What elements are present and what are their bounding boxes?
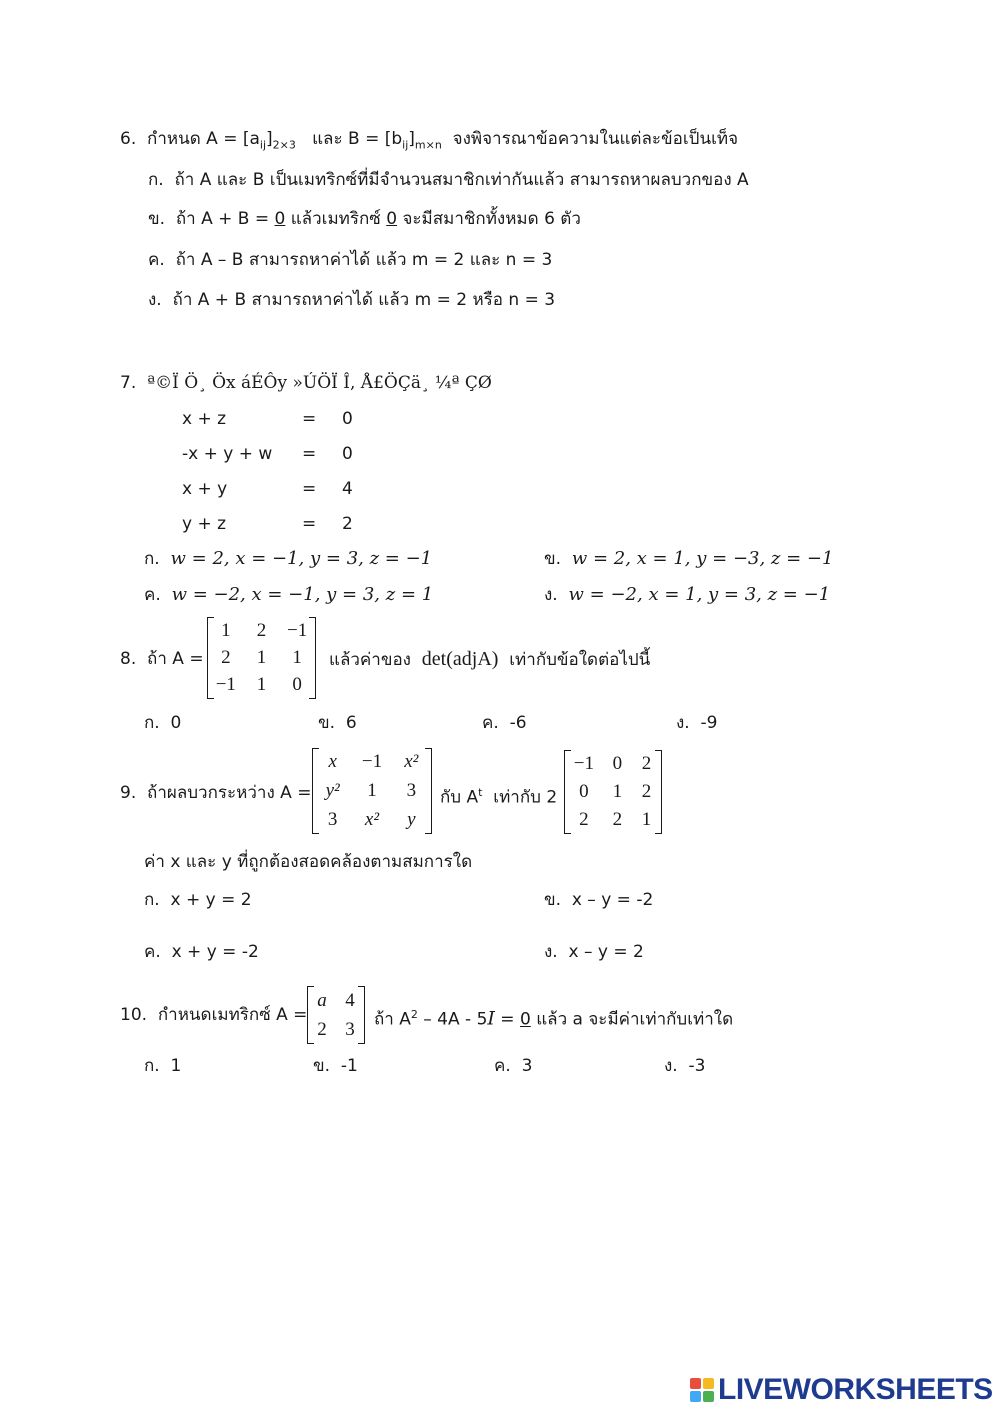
q9-b-20: 2 (579, 809, 589, 830)
logo-square-yellow (703, 1378, 714, 1389)
q8-det-expression: det(adjA) (421, 648, 499, 670)
q9-b-12: 2 (641, 781, 652, 802)
q9-b-00: −1 (573, 753, 595, 774)
q7-eq-4-sign: = (302, 514, 317, 534)
q7-eq-3-sign: = (302, 479, 317, 499)
q7-eq-3: x + y (182, 479, 228, 499)
q8-m-22: 0 (292, 674, 302, 696)
q10-m-11: 3 (345, 1018, 355, 1040)
logo-square-green (703, 1391, 714, 1402)
q9-a-20: 3 (327, 808, 338, 830)
q10-stem-pre: 10. กำหนดเมทริกซ์ A = (120, 1005, 308, 1025)
q9-b-01: 0 (612, 753, 623, 774)
q8-m-12: 1 (292, 646, 302, 668)
q7-eq-1-sign: = (302, 409, 317, 429)
q9-stem-mid: กับ $A^t$ เท่ากับ 2 (440, 786, 558, 808)
q7-eq-4-rhs: 2 (342, 514, 353, 534)
q10-choice-b[interactable]: ข. -1 (313, 1056, 358, 1076)
q7-eq-1: x + z (182, 409, 227, 429)
logo-text: LIVEWORKSHEETS (718, 1373, 993, 1406)
logo-squares-icon (690, 1378, 714, 1402)
q7-eq-1-rhs: 0 (342, 409, 353, 429)
q8-m-21: 1 (256, 674, 267, 696)
q9-b-02: 2 (641, 753, 652, 774)
q10-number: 10. (120, 1005, 148, 1025)
q10-stem-post: ถ้า $A^2 - 4A - 5I = 0$ แล้ว a จะมีค่าเท่ากับเท่าใด (374, 1007, 734, 1030)
q9-matrix-b (564, 750, 662, 834)
q9-a-02: x² (404, 751, 419, 773)
q8-stem-pre: 8. ถ้า A = (120, 649, 204, 669)
q7-garbled-text: ª©Ï Ö¸ Öx áÉÔy »ÚÖÏ Î, Å£ÖÇä¸ ¼ª ÇØ (147, 373, 492, 393)
q8-m-20: −1 (215, 674, 236, 696)
q8-choice-a[interactable]: ก. 0 (144, 713, 182, 733)
q8-m-00: 1 (221, 619, 231, 641)
q9-a-21: x² (364, 808, 380, 830)
q6-choice-a[interactable]: ก. ถ้า A และ B เป็นเมทริกซ์ที่มีจำนวนสมาชิกเท่ากันแล้ว สามารถหาผลบวกของ A (148, 170, 749, 190)
q10-m-01: 4 (345, 989, 355, 1011)
q9-a-10: y² (325, 779, 340, 801)
q9-stem-pre: 9. ถ้าผลบวกระหว่าง A = (120, 783, 312, 803)
q8-m-10: 2 (221, 646, 231, 668)
q7-choice-c[interactable]: ค. w = −2, x = −1, y = 3, z = 1 (144, 584, 434, 605)
q9-a-01: −1 (361, 751, 383, 773)
q9-b-10: 0 (579, 781, 589, 802)
q8-number: 8. (120, 649, 137, 669)
q10-choice-d[interactable]: ง. -3 (664, 1056, 706, 1076)
q9-choice-b[interactable]: ข. x – y = -2 (544, 890, 654, 910)
q9-matrix-a (312, 748, 432, 834)
q8-stem-post: แล้วค่าของ det(adjA) เท่ากับข้อใดต่อไปนี้ (329, 648, 651, 670)
q7-stem (120, 372, 492, 394)
q6-number: 6. (120, 129, 137, 149)
q9-b-11: 1 (612, 781, 623, 802)
q8-choice-b[interactable]: ข. 6 (318, 713, 357, 733)
q9-choice-d[interactable]: ง. x – y = 2 (544, 942, 644, 962)
q7-eq-2-rhs: 0 (342, 444, 353, 464)
q9-a-22: y (407, 808, 416, 830)
q6-choice-d[interactable]: ง. ถ้า A + B สามารถหาค่าได้ แล้ว m = 2 หรือ n = 3 (148, 290, 556, 310)
q9-a-00: x (328, 751, 337, 773)
q9-choice-a[interactable]: ก. x + y = 2 (144, 890, 252, 910)
q8-choice-c[interactable]: ค. -6 (482, 713, 527, 733)
q8-choice-d[interactable]: ง. -9 (676, 713, 718, 733)
q10-m-10: 2 (317, 1018, 327, 1040)
q9-b-21: 2 (612, 809, 623, 830)
q9-line2: ค่า x และ y ที่ถูกต้องสอดคล้องตามสมการใด (144, 852, 473, 872)
q10-choice-c[interactable]: ค. 3 (494, 1056, 533, 1076)
q10-choice-a[interactable]: ก. 1 (144, 1056, 182, 1076)
q9-a-12: 3 (406, 779, 417, 801)
q10-identity: I (487, 1007, 495, 1030)
q7-eq-2: -x + y + w (182, 444, 273, 464)
q9-number: 9. (120, 783, 137, 803)
q6-choice-b[interactable]: ข. ถ้า A + B = 0 แล้วเมทริกซ์ 0 จะมีสมาชิกทั้งหมด 6 ตัว (148, 209, 581, 229)
q10-matrix (307, 986, 365, 1044)
q8-matrix (207, 617, 316, 699)
q7-choice-d[interactable]: ง. w = −2, x = 1, y = 3, z = −1 (544, 584, 831, 605)
q7-choice-b[interactable]: ข. w = 2, x = 1, y = −3, z = −1 (544, 548, 834, 569)
q7-number: 7. (120, 373, 137, 393)
q9-b-22: 1 (641, 809, 652, 830)
q7-choice-a[interactable]: ก. w = 2, x = −1, y = 3, z = −1 (144, 548, 433, 569)
logo-square-red (690, 1378, 701, 1389)
q6-stem: 6. กำหนด $A = [a_{ij}]_{2\times 3}$ และ $B = [b_{ij}]_{m\times n}$ จงพิจารณาข้อความในแต่ละข้อเป็นเท็จ (120, 129, 739, 152)
q9-choice-c[interactable]: ค. x + y = -2 (144, 942, 259, 962)
q9-a-11: 1 (367, 779, 377, 801)
q8-m-01: 2 (256, 619, 267, 641)
q7-eq-4: y + z (182, 514, 227, 534)
q7-eq-3-rhs: 4 (342, 479, 353, 499)
q6-choice-c[interactable]: ค. ถ้า A – B สามารถหาค่าได้ แล้ว m = 2 และ n = 3 (148, 250, 553, 270)
q8-m-11: 1 (256, 646, 267, 668)
liveworksheets-logo[interactable] (690, 1375, 993, 1405)
logo-square-blue (690, 1391, 701, 1402)
q10-m-00: a (317, 989, 327, 1011)
q8-m-02: −1 (287, 619, 308, 641)
q7-eq-2-sign: = (302, 444, 317, 464)
